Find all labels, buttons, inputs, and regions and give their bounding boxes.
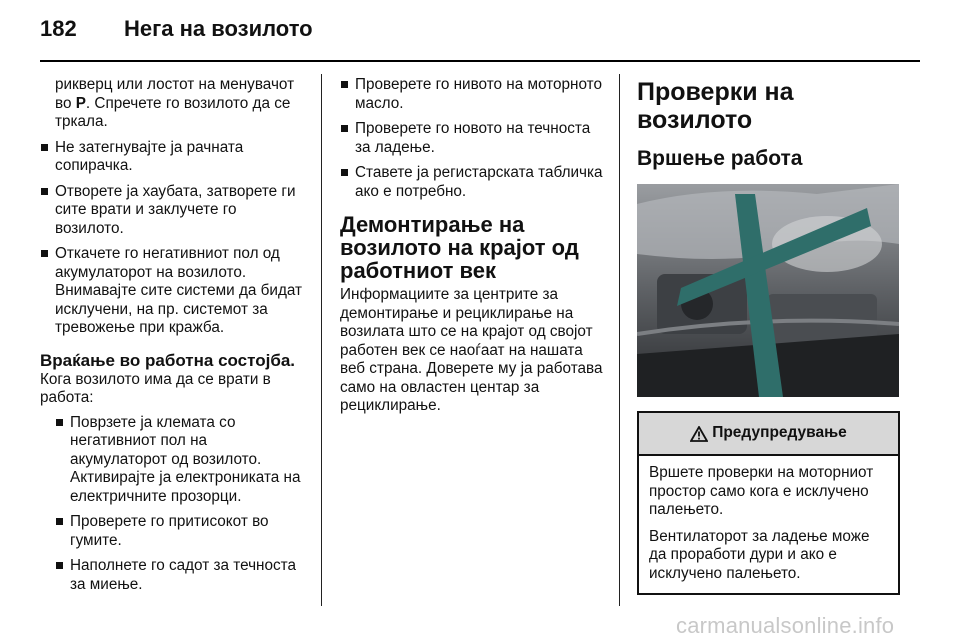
list-item: Наполнете го садот за течноста за миење.: [55, 557, 308, 594]
warning-paragraph: Вршете проверки на моторниот простор само кога е исклучено палењето.: [649, 464, 874, 518]
bullet-list-1: [40, 139, 308, 338]
list-item: Проверете го притисокот во гумите.: [55, 513, 308, 550]
section-paragraph: Информациите за центрите за демонтирање и рециклирање на возилата што се на крајот од својот работен век се наоѓаат на нашата веб страна. Доверете му ја работава само на овластен центар за рециклирање.: [340, 286, 603, 414]
warning-triangle-icon: [690, 426, 708, 442]
column-divider-2: [619, 74, 620, 606]
page-title: Нега на возилото: [124, 16, 313, 41]
column-divider-1: [321, 74, 322, 606]
list-item: Проверете го новото на течноста за ладење.: [340, 120, 605, 157]
page-number: 182: [40, 16, 77, 41]
watermark: carmanualsonline.info: [676, 613, 895, 638]
section-heading: Демонтирање на возилото на крајот од работниот век: [340, 212, 579, 283]
chapter-heading: Проверки на возилото: [637, 78, 794, 134]
intro-paragraph: рикверц или лостот на менувачот во P. Спречете го возилото да се тркала.: [55, 76, 295, 130]
warning-title: Предупредување: [712, 424, 847, 442]
return-paragraph: Кога возилото има да се врати в работа:: [40, 370, 271, 406]
engine-illustration: [637, 184, 899, 397]
list-item: Проверете го нивото на моторното масло.: [340, 76, 605, 113]
column-3: [637, 78, 900, 595]
column-2: [340, 76, 605, 416]
warning-paragraph: Вентилаторот за ладење може да проработи дури и ако е исклучено палењето.: [649, 527, 870, 582]
subchapter-heading: Вршење работа: [637, 147, 803, 170]
return-heading: Враќање во работна состојба.: [40, 350, 296, 370]
page-header: [40, 16, 920, 46]
header-rule: [40, 60, 920, 62]
list-item: Ставете ја регистарската табличка ако е потребно.: [340, 164, 605, 201]
list-item: Отворете ја хаубата, затворете ги сите врати и заклучете го возилото.: [40, 183, 308, 239]
list-item: Не затегнувајте ја рачната сопирачка.: [40, 139, 308, 176]
bullet-list-3: [340, 76, 605, 201]
warning-box: [637, 411, 900, 595]
engine-bay-photo: [637, 184, 899, 397]
list-item: Откачете го негативниот пол од акумулаторот на возилото. Внимавајте сите системи да бидат исклучени, на пр. системот за тревожење при кражба.: [40, 245, 308, 338]
column-1: [40, 76, 308, 601]
bullet-list-2: [40, 414, 308, 595]
list-item: Поврзете ја клемата со негативниот пол на акумулаторот од возилото. Активирајте ја електрониката на електричните прозорци.: [55, 414, 308, 507]
warning-body: [639, 456, 898, 593]
warning-header: [639, 413, 898, 456]
